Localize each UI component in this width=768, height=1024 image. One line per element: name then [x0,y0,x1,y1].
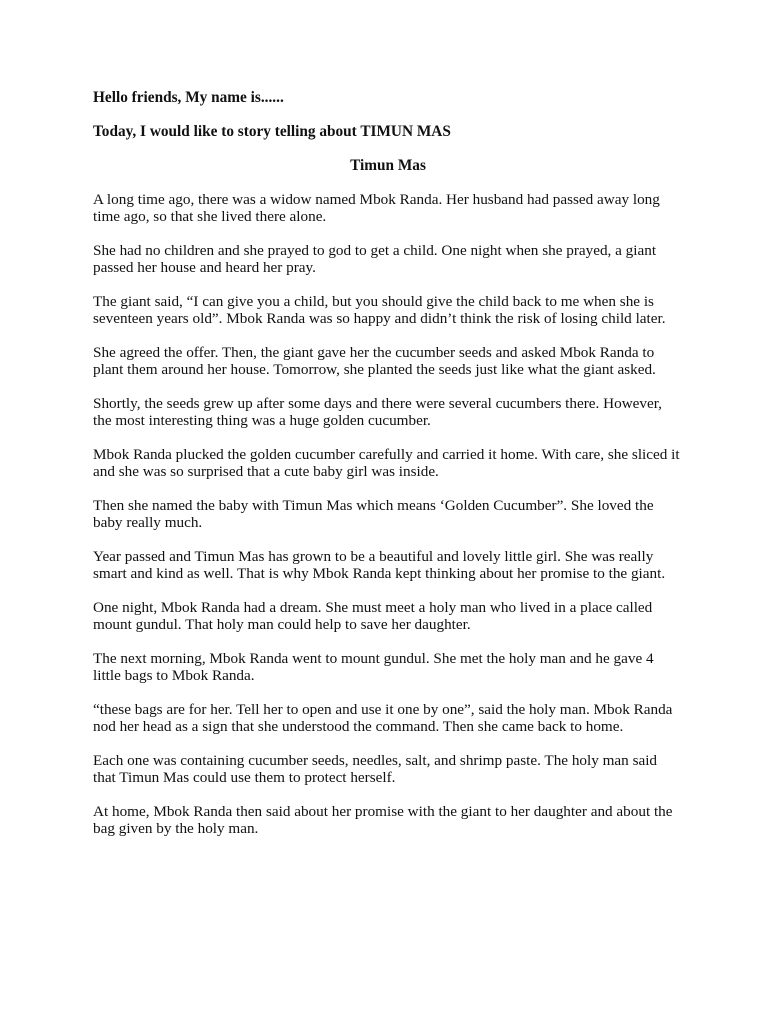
story-title: Timun Mas [350,157,426,174]
paragraph: Each one was containing cucumber seeds, needles, salt, and shrimp paste. The holy man said that Timun Mas could use them to protect herself. [93,752,658,786]
paragraph: At home, Mbok Randa then said about her promise with the giant to her daughter and about the bag given by the holy man. [93,803,673,837]
paragraph: Then she named the baby with Timun Mas which means ‘Golden Cucumber”. She loved the baby really much. [93,497,654,531]
greeting-line: Hello friends, My name is...... [93,89,284,106]
paragraph: Year passed and Timun Mas has grown to be a beautiful and lovely little girl. She was really smart and kind as well. That is why Mbok Randa kept thinking about her promise to the giant. [93,548,666,582]
paragraph: She had no children and she prayed to god to get a child. One night when she prayed, a giant passed her house and heard her pray. [93,242,657,276]
intro-line: Today, I would like to story telling about TIMUN MAS [93,123,451,140]
paragraph: One night, Mbok Randa had a dream. She must meet a holy man who lived in a place called mount gundul. That holy man could help to save her daughter. [93,599,653,633]
paragraph: “these bags are for her. Tell her to open and use it one by one”, said the holy man. Mbok Randa nod her head as a sign that she understood the command. Then she came back to home. [93,701,673,735]
paragraph: Mbok Randa plucked the golden cucumber carefully and carried it home. With care, she sliced it and she was so surprised that a cute baby girl was inside. [93,446,680,480]
document-body [93,89,683,854]
paragraph: The giant said, “I can give you a child, but you should give the child back to me when she is seventeen years old”. Mbok Randa was so happy and didn’t think the risk of losing child later. [93,293,666,327]
paragraph: The next morning, Mbok Randa went to mount gundul. She met the holy man and he gave 4 little bags to Mbok Randa. [93,650,654,684]
paragraph: She agreed the offer. Then, the giant gave her the cucumber seeds and asked Mbok Randa to plant them around her house. Tomorrow, she planted the seeds just like what the giant asked. [93,344,656,378]
paragraph: A long time ago, there was a widow named Mbok Randa. Her husband had passed away long time ago, so that she lived there alone. [93,191,660,225]
paragraph: Shortly, the seeds grew up after some days and there were several cucumbers there. However, the most interesting thing was a huge golden cucumber. [93,395,662,429]
